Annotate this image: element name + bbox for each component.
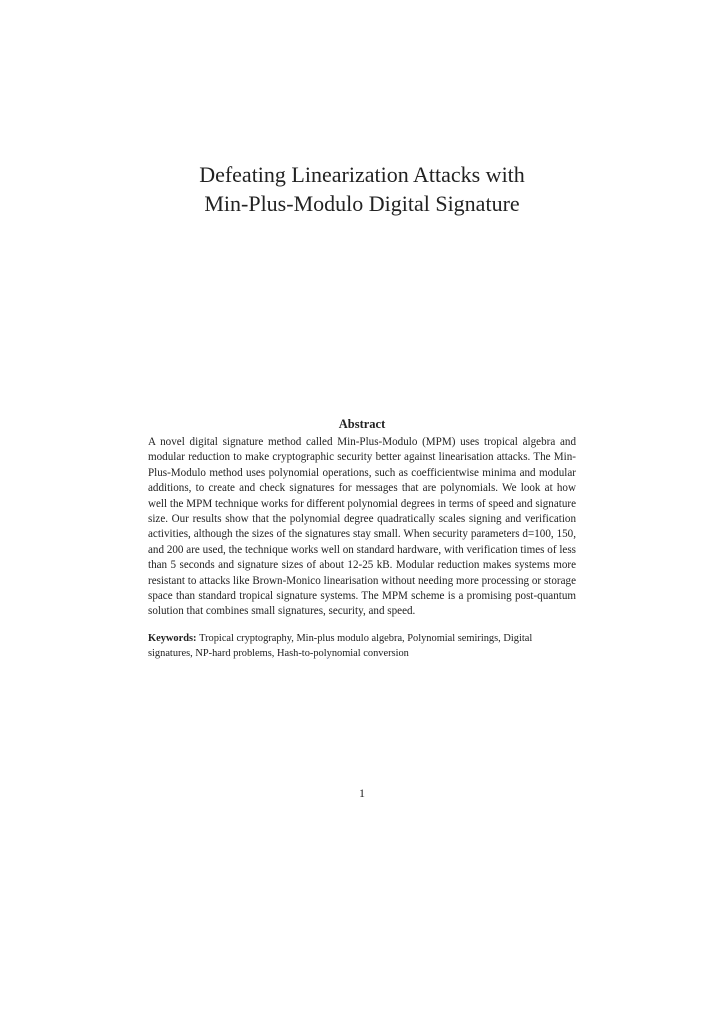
abstract-heading: Abstract — [338, 417, 386, 431]
abstract-body: A novel digital signature method called Min-Plus-Modulo (MPM) uses tropical algebra and modular reduction to make cryptographic security better against linearisation attacks. The Min-Plus-Modulo method uses polynomial operations, such as coefficientwise minima and modular additions, to create and check signatures for messages that are polynomials. We look at how well the MPM technique works for different polynomial degrees in terms of speed and signature size. Our results show that the polynomial degree quadratically scales signing and verification activities, although the sizes of the signatures stay small. When security parameters d=100, 150, and 200 are used, the technique works well on standard hardware, with verification times of less than 5 seconds and signature sizes of about 12-25 kB. Modular reduction makes systems more resistant to attacks like Brown-Monico linearisation without needing more processing or storage space than standard tropical signature systems. The MPM scheme is a promising post-quantum solution that combines small signatures, security, and speed. — [148, 436, 576, 618]
paper-title — [0, 160, 724, 218]
title-line-2: Min-Plus-Modulo Digital Signature — [204, 191, 520, 216]
page-number: 1 — [359, 786, 365, 800]
keywords-list: Tropical cryptography, Min-plus modulo algebra, Polynomial semirings, Digital signatures, NP-hard problems, Hash-to-polynomial conversion — [148, 633, 533, 659]
title-line-1: Defeating Linearization Attacks with — [199, 162, 525, 187]
keywords-label: Keywords: — [148, 633, 200, 644]
keywords-section — [148, 632, 576, 661]
